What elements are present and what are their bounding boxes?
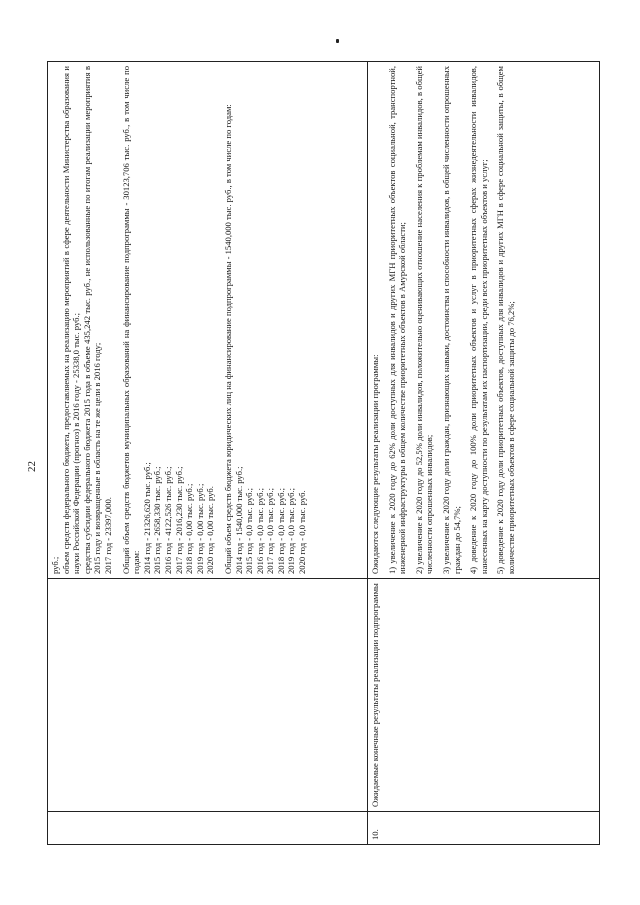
text-line: средства субсидии федерального бюджета 2015 года в объеме 435,242 тыс. руб., не использованные по итогам реализации мероприятия в 2015 году и возвращенные в область на те же цели в 2016 году;	[81, 66, 103, 574]
municipal-budget-block	[121, 66, 216, 574]
result-item: 3) увеличение к 2020 году доли граждан, признающих навыки, достоинства и способности инвалидов, в общей численности опрошенных граждан до 54,7%;	[440, 66, 462, 574]
text-line: 2020 год - 0,0 тыс. руб.	[297, 490, 308, 574]
row-label-cell	[48, 579, 368, 812]
result-item: 5) доведение к 2020 году доли приоритетных объектов, доступных для инвалидов и других МГН в сфере социальной защиты, в общем количестве приоритетных объектов в сфере социальной защиты до 76,2%;	[495, 66, 516, 574]
text-line: Общий объем средств бюджетов муниципальных образований на финансирование подпрограммы - 30123,706 тыс. руб., в том числе по годам:	[120, 66, 142, 574]
text-line: 2016 год - 4122,526 тыс. руб.;	[162, 466, 173, 574]
text-line: 2014 год - 21326,620 тыс. руб.;	[141, 462, 152, 574]
text-line: 2019 год - 0,0 тыс. руб.;	[286, 487, 297, 574]
results-intro: Ожидаются следующие результаты реализации программы:	[370, 354, 380, 574]
expected-results-cell	[368, 62, 600, 579]
text-line: 2017 год - 2016,230 тыс. руб.;	[173, 466, 184, 574]
text-line: 2018 год - 0,00 тыс. руб.;	[184, 483, 195, 574]
text-line: 2014 год - 1540,000 тыс. руб.;	[233, 466, 244, 574]
scan-speck	[336, 39, 339, 43]
text-line: 2020 год - 0,00 тыс. руб.	[205, 486, 216, 574]
table-row-financing	[48, 62, 368, 845]
result-item: 4) доведение к 2020 году до 100% доли приоритетных объектов и услуг в приоритетных сферах жизнедеятельности инвалидов, нанесенных на карту доступности по результатам их паспортизации, среди всех приоритетных объектов и услуг;	[468, 66, 489, 574]
financing-content-cell	[48, 62, 368, 579]
passport-table	[47, 61, 600, 845]
page-number: 22	[26, 461, 38, 472]
text-line: объем средств федерального бюджета, предоставляемых на реализацию мероприятий в сфере деятельности Министерства образования и науки Российской Федерации (прогноз) в 2016 году - 25338,0 тыс. руб.;	[60, 66, 82, 574]
text-line: 2017 год - 0,0 тыс. руб.;	[265, 487, 276, 574]
text-line: 2017 год - 23397,000.	[102, 497, 113, 574]
row-number-cell	[48, 812, 368, 845]
text-line: 2016 год - 0,0 тыс. руб.;	[254, 487, 265, 574]
text-line: 2018 год - 0,0 тыс. руб.;	[275, 487, 286, 574]
text-line: руб.;	[50, 556, 60, 574]
text-line: 2015 год - 0,0 тыс. руб.;	[244, 487, 255, 574]
result-item: 1) увеличение к 2020 году до 62% доли доступных для инвалидов и других МГН приоритетных объектов социальной, транспортной, инженерной инфраструктуры в общем количестве приоритетных объектов в Амурской области;	[386, 66, 408, 574]
result-item: 2) увеличение к 2020 году до 52,5% доли инвалидов, положительно оценивающих отношение населения к проблемам инвалидов, в общей численности опрошенных инвалидов;	[413, 66, 435, 574]
federal-budget-block	[50, 66, 114, 574]
text-line: Общий объем средств бюджета юридических лиц на финансирование подпрограммы - 1540,000 тыс. руб., в том числе по годам:	[222, 104, 233, 574]
text-line: 2015 год - 2658,330 тыс. руб.;	[152, 466, 163, 574]
row-number-cell: 10.	[368, 812, 600, 845]
text-line: 2019 год - 0,00 тыс. руб.;	[194, 483, 205, 574]
row-label-cell: Ожидаемые конечные результаты реализации подпрограммы	[368, 579, 600, 812]
table-row-expected-results	[368, 62, 600, 845]
legal-entities-budget-block	[223, 66, 308, 574]
